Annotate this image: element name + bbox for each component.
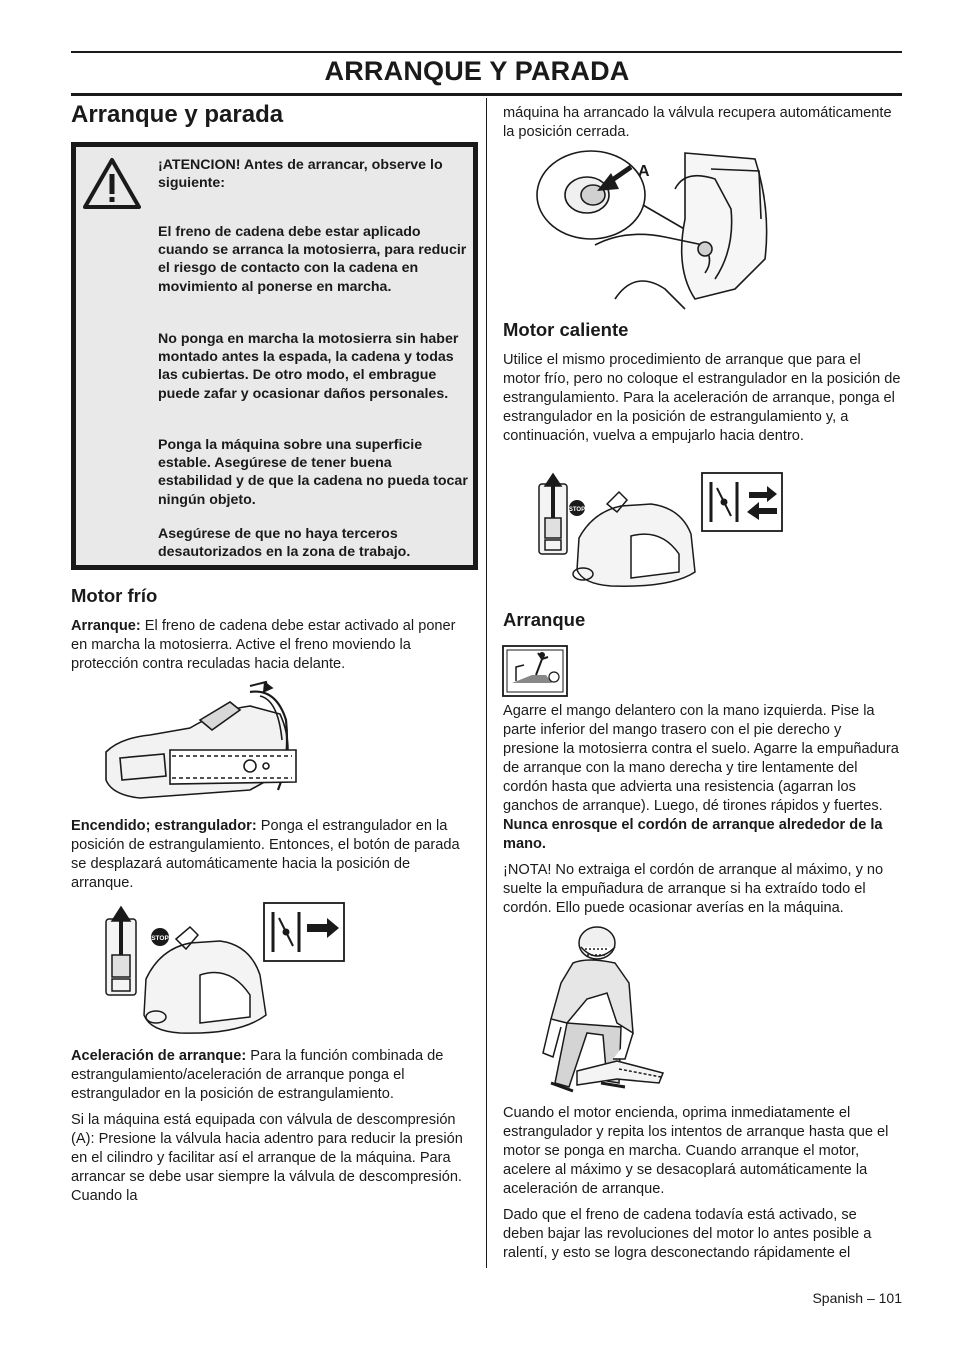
warning-box <box>71 142 478 570</box>
warning-paragraph: Ponga la máquina sobre una superficie estable. Asegúrese de tener buena estabilidad y de que la cadena no pueda tocar ningún objeto. <box>158 437 468 508</box>
motor-encendido-paragraph: Cuando el motor encienda, oprima inmediatamente el estrangulador y repita los intentos de arranque hasta que el motor se ponga en marcha. Cuando arranque el motor, acelere al máximo y se desacoplará automáticamente la aceleración de arranque. <box>503 1105 889 1197</box>
svg-text:STOP: STOP <box>568 507 586 513</box>
arranque-title: Arranque <box>503 609 586 630</box>
column-divider <box>486 98 487 1268</box>
arranque-paragraph: Arranque: El freno de cadena debe estar activado al poner en marcha la motosierra. Active el freno moviendo la protección contra reculadas hacia delante. <box>71 618 456 672</box>
aceleracion-paragraph: Aceleración de arranque: Para la función combinada de estrangulamiento/aceleración de arranque ponga el estrangulador en la posición de estrangulamiento. <box>71 1048 444 1102</box>
top-rule <box>71 51 902 53</box>
start-pictogram-icon <box>502 645 568 697</box>
freno-paragraph: Dado que el freno de cadena todavía está activado, se deben bajar las revoluciones del motor lo antes posible a ralentí, y esto se logra desconectando rápidamente el <box>503 1207 872 1261</box>
choke-symbol-icon <box>263 902 345 962</box>
svg-text:STOP: STOP <box>151 935 169 942</box>
warning-paragraph: Asegúrese de que no haya terceros desautorizados en la zona de trabajo. <box>158 526 411 561</box>
nota-paragraph: ¡NOTA! No extraiga el cordón de arranque al máximo, y no suelte la empuñadura de arranque si ha extraído todo el cordón. Ello puede ocasionar averías en la máquina. <box>503 862 884 916</box>
warning-heading: ¡ATENCION! Antes de arrancar, observe lo siguiente: <box>158 157 443 192</box>
encendido-paragraph: Encendido; estrangulador: Ponga el estrangulador en la posición de estrangulamiento. Entonces, el botón de parada se desplazará automáticamente hacia la posición de arranque. <box>71 818 460 891</box>
page-title: ARRANQUE Y PARADA <box>324 56 630 86</box>
warning-paragraph: No ponga en marcha la motosierra sin haber montado antes la espada, la cadena y todas las cubiertas. De otro modo, el embrague puede zafar y ocasionar daños personales. <box>158 331 459 402</box>
label-a: A <box>638 163 650 180</box>
motor-caliente-paragraph: Utilice el mismo procedimiento de arranque que para el motor frío, pero no coloque el estrangulador en la posición de estrangulamiento. Para la aceleración de arranque, ponga el estrangulador en la posición de estrangulamiento y, a continuación, vuelva a empujarlo hacia dentro. <box>503 352 901 444</box>
header-rule <box>71 93 902 96</box>
motor-caliente-title: Motor caliente <box>503 319 629 340</box>
warning-triangle-icon <box>82 157 142 211</box>
warning-paragraph: El freno de cadena debe estar aplicado cuando se arranca la motosierra, para reducir el riesgo de contacto con la cadena en movimiento al ponerse en marcha. <box>158 224 467 295</box>
section-title: Arranque y parada <box>71 101 284 128</box>
continuation-paragraph: máquina ha arrancado la válvula recupera automáticamente la posición cerrada. <box>503 105 892 140</box>
motor-frio-title: Motor frío <box>71 585 158 606</box>
arranque-text-paragraph: Agarre el mango delantero con la mano izquierda. Pise la parte inferior del mango trasero con el pie derecho y presione la motosierra contra el suelo. Agarre la empuñadura de arranque con la mano derecha y tire lentamente del cordón hasta que advierta una resistencia (agarran los ganchos de arranque). Luego, dé tirones rápidos y fuertes. Nunca enrosque el cordón de arranque alrededor de la mano. <box>503 703 899 852</box>
decompression-valve-illustration <box>535 149 775 311</box>
choke-warm-illustration <box>535 472 705 592</box>
choke-illustration <box>100 905 270 1040</box>
choke-push-symbol-icon <box>701 472 783 532</box>
person-starting-chainsaw-illustration <box>537 923 667 1099</box>
page-number: Spanish – 101 <box>812 1290 902 1306</box>
chainsaw-brake-illustration <box>100 680 300 812</box>
valvula-paragraph: Si la máquina está equipada con válvula de descompresión (A): Presione la válvula hacia adentro para reducir la presión en el cilindro y facilitar así el arranque de la máquina. Para arrancar se debe usar siempre la válvula de descompresión. Cuando la <box>71 1112 463 1204</box>
